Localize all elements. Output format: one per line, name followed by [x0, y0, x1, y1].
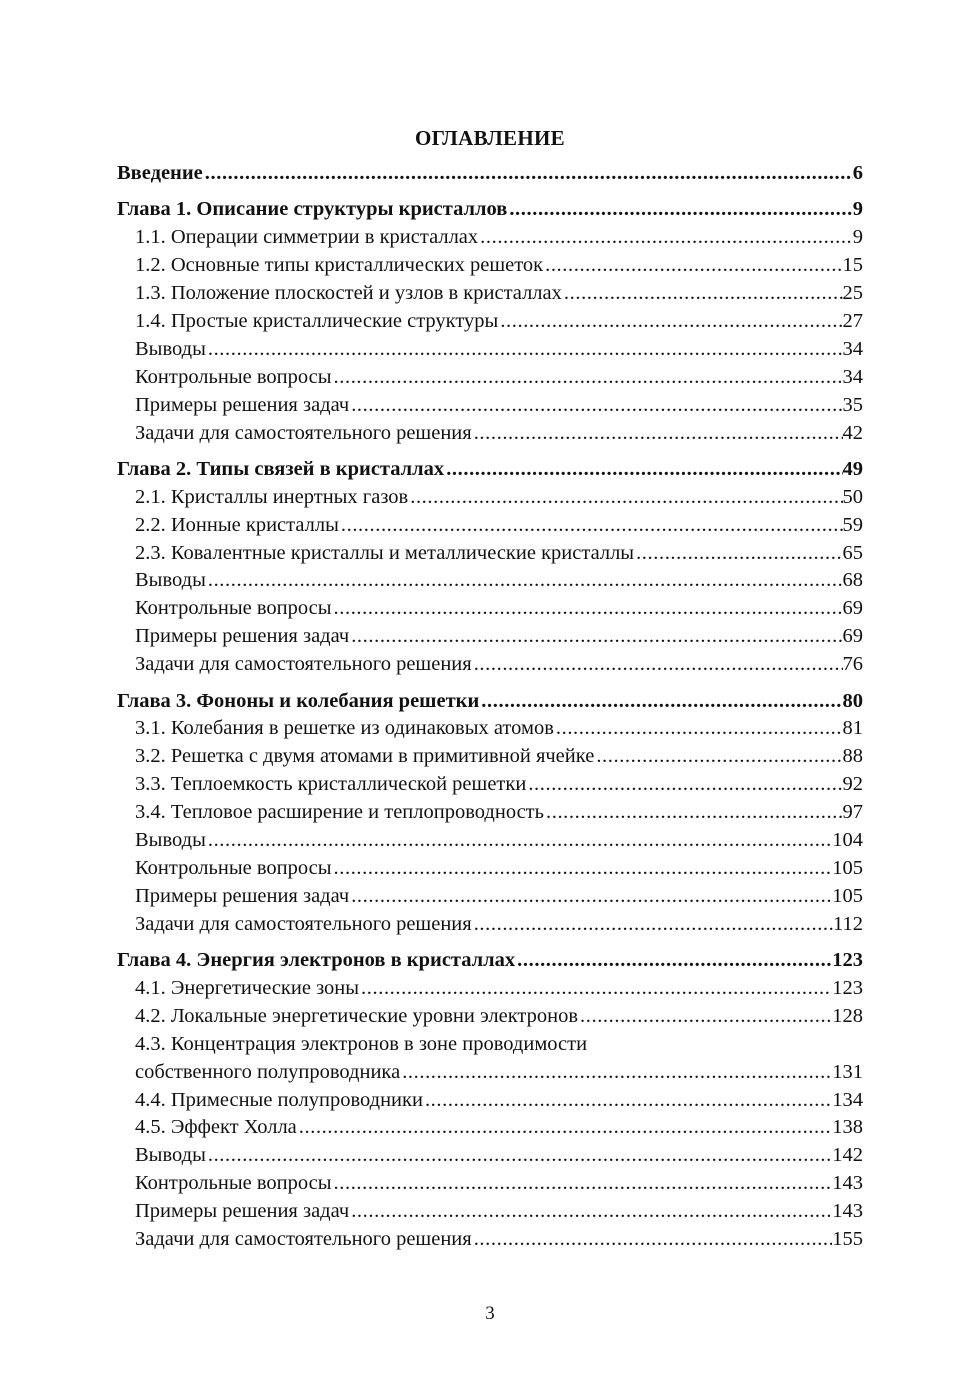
- toc-entry-label: 1.2. Основные типы кристаллических решеток: [135, 254, 544, 277]
- toc-entry-label: 3.2. Решетка с двумя атомами в примитивной ячейке: [135, 745, 595, 768]
- toc-entry-page: 42: [842, 421, 863, 444]
- toc-entry-section[interactable]: [117, 1003, 863, 1031]
- toc-entry-section[interactable]: [117, 827, 863, 855]
- toc-leader-dots: [206, 336, 843, 364]
- toc-entry-label: 4.3. Концентрация электронов в зоне проводимости: [135, 1032, 588, 1055]
- table-of-contents: [117, 160, 863, 1254]
- toc-entry-section[interactable]: [117, 651, 863, 679]
- toc-entry-page: 76: [842, 653, 863, 676]
- toc-leader-dots: [526, 771, 842, 799]
- toc-entry-page: 97: [842, 801, 863, 824]
- toc-entry-page: 138: [832, 1116, 863, 1139]
- toc-entry-label: 4.4. Примесные полупроводники: [135, 1088, 423, 1111]
- toc-leader-dots: [472, 651, 843, 679]
- toc-entry-label: 4.1. Энергетические зоны: [135, 976, 360, 999]
- toc-entry-section[interactable]: [117, 743, 863, 771]
- toc-entry-page: 123: [832, 949, 863, 972]
- toc-entry-label: 3.4. Тепловое расширение и теплопроводность: [135, 801, 544, 824]
- toc-leader-dots: [332, 1170, 833, 1198]
- toc-entry-label: 3.1. Колебания в решетке из одинаковых атомов: [135, 717, 554, 740]
- toc-leader-dots: [554, 715, 843, 743]
- toc-entry-section[interactable]: [117, 623, 863, 651]
- toc-leader-dots: [634, 540, 842, 568]
- toc-entry-page: 105: [832, 856, 863, 879]
- toc-leader-dots: [206, 567, 843, 595]
- toc-entry-section[interactable]: [117, 1087, 863, 1115]
- toc-entry-introduction[interactable]: [117, 160, 863, 188]
- toc-entry-page: 6: [852, 162, 863, 184]
- toc-entry-page: 50: [842, 485, 863, 508]
- toc-entry-page: 27: [842, 309, 863, 332]
- toc-entry-page: 112: [833, 912, 863, 935]
- toc-entry-page: 143: [832, 1200, 863, 1223]
- toc-entry-section[interactable]: [117, 567, 863, 595]
- toc-leader-dots: [472, 1226, 833, 1254]
- toc-entry-page: 15: [842, 254, 863, 277]
- toc-entry-label: Задачи для самостоятельного решения: [135, 421, 472, 444]
- toc-entry-section[interactable]: [117, 911, 863, 939]
- toc-leader-dots: [478, 224, 853, 252]
- toc-entry-label: Введение: [117, 162, 203, 184]
- toc-leader-dots: [332, 855, 833, 883]
- toc-entry-label: Контрольные вопросы: [135, 1172, 332, 1195]
- toc-entry-label: 2.2. Ионные кристаллы: [135, 513, 339, 536]
- toc-entry-page: 143: [832, 1172, 863, 1195]
- toc-entry-label: Глава 1. Описание структуры кристаллов: [117, 198, 508, 221]
- toc-entry-label: 4.5. Эффект Холла: [135, 1116, 297, 1139]
- toc-entry-page: 92: [842, 773, 863, 796]
- toc-entry-section[interactable]: [117, 1198, 863, 1226]
- toc-entry-label: Выводы: [135, 1144, 206, 1167]
- toc-entry-section-continued[interactable]: [117, 1031, 863, 1059]
- toc-entry-page: 104: [832, 828, 863, 851]
- toc-leader-dots: [349, 392, 842, 420]
- toc-leader-dots: [594, 743, 842, 771]
- toc-entry-section[interactable]: [117, 252, 863, 280]
- toc-entry-label: Контрольные вопросы: [135, 597, 332, 620]
- toc-entry-section[interactable]: [117, 364, 863, 392]
- toc-entry-page: 128: [832, 1004, 863, 1027]
- toc-entry-section[interactable]: [117, 512, 863, 540]
- toc-entry-page: 34: [842, 365, 863, 388]
- toc-entry-section[interactable]: [117, 540, 863, 568]
- page-number: 3: [485, 1303, 495, 1324]
- toc-entry-label: Примеры решения задач: [135, 1200, 350, 1223]
- toc-entry-page: 9: [852, 198, 863, 221]
- toc-entry-chapter-2[interactable]: [117, 456, 863, 484]
- toc-leader-dots: [562, 280, 843, 308]
- toc-entry-section[interactable]: [117, 1142, 863, 1170]
- toc-entry-page: 35: [842, 393, 863, 416]
- toc-entry-label: Контрольные вопросы: [135, 365, 332, 388]
- toc-leader-dots: [349, 1198, 832, 1226]
- toc-entry-label: Задачи для самостоятельного решения: [135, 1227, 472, 1250]
- toc-leader-dots: [472, 911, 833, 939]
- toc-entry-page: 155: [832, 1227, 863, 1250]
- toc-leader-dots: [400, 1059, 832, 1087]
- toc-entry-chapter-1[interactable]: [117, 196, 863, 224]
- toc-entry-section[interactable]: [117, 420, 863, 448]
- toc-leader-dots: [339, 512, 843, 540]
- toc-leader-dots: [543, 252, 842, 280]
- toc-entry-chapter-3[interactable]: [117, 688, 863, 716]
- toc-entry-label: Примеры решения задач: [135, 393, 350, 416]
- toc-entry-section[interactable]: [117, 1059, 863, 1087]
- toc-entry-page: 81: [842, 717, 863, 740]
- toc-leader-dots: [359, 975, 832, 1003]
- toc-entry-section[interactable]: [117, 1170, 863, 1198]
- toc-leader-dots: [515, 947, 832, 975]
- toc-entry-label: Выводы: [135, 337, 206, 360]
- toc-entry-chapter-4[interactable]: [117, 947, 863, 975]
- toc-entry-label: Задачи для самостоятельного решения: [135, 653, 472, 676]
- toc-entry-label: 1.1. Операции симметрии в кристаллах: [135, 226, 479, 249]
- toc-entry-label: 2.1. Кристаллы инертных газов: [135, 485, 409, 508]
- toc-leader-dots: [206, 1142, 832, 1170]
- toc-leader-dots: [479, 688, 842, 716]
- toc-entry-label: Выводы: [135, 828, 206, 851]
- toc-entry-label: 2.3. Ковалентные кристаллы и металлические кристаллы: [135, 541, 635, 564]
- toc-entry-label: Глава 2. Типы связей в кристаллах: [117, 457, 445, 480]
- toc-entry-page: 68: [842, 569, 863, 592]
- toc-leader-dots: [349, 883, 832, 911]
- toc-entry-label: Выводы: [135, 569, 206, 592]
- toc-entry-page: 105: [832, 884, 863, 907]
- toc-leader-dots: [507, 196, 852, 224]
- toc-leader-dots: [297, 1114, 832, 1142]
- toc-entry-label: собственного полупроводника: [135, 1060, 401, 1083]
- toc-entry-label: 1.4. Простые кристаллические структуры: [135, 309, 499, 332]
- toc-entry-page: 131: [832, 1060, 863, 1083]
- toc-entry-section[interactable]: [117, 715, 863, 743]
- toc-entry-section[interactable]: [117, 771, 863, 799]
- toc-entry-label: Примеры решения задач: [135, 625, 350, 648]
- toc-entry-page: 9: [852, 226, 863, 249]
- toc-entry-section[interactable]: [117, 975, 863, 1003]
- toc-entry-label: Глава 3. Фононы и колебания решетки: [117, 689, 480, 712]
- toc-entry-section[interactable]: [117, 1226, 863, 1254]
- toc-entry-section[interactable]: [117, 799, 863, 827]
- toc-entry-page: 69: [842, 625, 863, 648]
- toc-entry-section[interactable]: [117, 855, 863, 883]
- toc-entry-label: Контрольные вопросы: [135, 856, 332, 879]
- toc-title: ОГЛАВЛЕНИЕ: [415, 126, 565, 150]
- toc-entry-section[interactable]: [117, 392, 863, 420]
- toc-entry-page: 134: [832, 1088, 863, 1111]
- toc-leader-dots: [544, 799, 843, 827]
- toc-entry-section[interactable]: [117, 883, 863, 911]
- toc-entry-label: Примеры решения задач: [135, 884, 350, 907]
- toc-entry-label: 4.2. Локальные энергетические уровни электронов: [135, 1004, 579, 1027]
- toc-entry-page: 59: [842, 513, 863, 536]
- toc-leader-dots: [349, 623, 842, 651]
- toc-entry-label: Глава 4. Энергия электронов в кристаллах: [117, 949, 516, 972]
- toc-leader-dots: [332, 595, 843, 623]
- toc-entry-page: 34: [842, 337, 863, 360]
- toc-leader-dots: [206, 827, 832, 855]
- toc-entry-section[interactable]: [117, 280, 863, 308]
- toc-entry-page: 88: [842, 745, 863, 768]
- toc-entry-section[interactable]: [117, 224, 863, 252]
- toc-leader-dots: [578, 1003, 832, 1031]
- toc-entry-section[interactable]: [117, 1114, 863, 1142]
- toc-entry-page: 49: [842, 457, 863, 480]
- toc-entry-section[interactable]: [117, 595, 863, 623]
- toc-entry-page: 123: [832, 976, 863, 999]
- toc-entry-section[interactable]: [117, 484, 863, 512]
- toc-leader-dots: [423, 1087, 832, 1115]
- toc-entry-section[interactable]: [117, 308, 863, 336]
- toc-entry-page: 65: [842, 541, 863, 564]
- toc-leader-dots: [472, 420, 843, 448]
- toc-leader-dots: [498, 308, 842, 336]
- toc-leader-dots: [203, 160, 853, 188]
- toc-entry-label: 1.3. Положение плоскостей и узлов в кристаллах: [135, 282, 562, 305]
- toc-entry-page: 69: [842, 597, 863, 620]
- toc-leader-dots: [332, 364, 843, 392]
- toc-entry-label: 3.3. Теплоемкость кристаллической решетки: [135, 773, 527, 796]
- toc-entry-page: 142: [832, 1144, 863, 1167]
- toc-leader-dots: [408, 484, 842, 512]
- toc-entry-section[interactable]: [117, 336, 863, 364]
- toc-entry-label: Задачи для самостоятельного решения: [135, 912, 472, 935]
- toc-entry-page: 25: [842, 282, 863, 305]
- toc-entry-page: 80: [842, 689, 863, 712]
- toc-leader-dots: [444, 456, 842, 484]
